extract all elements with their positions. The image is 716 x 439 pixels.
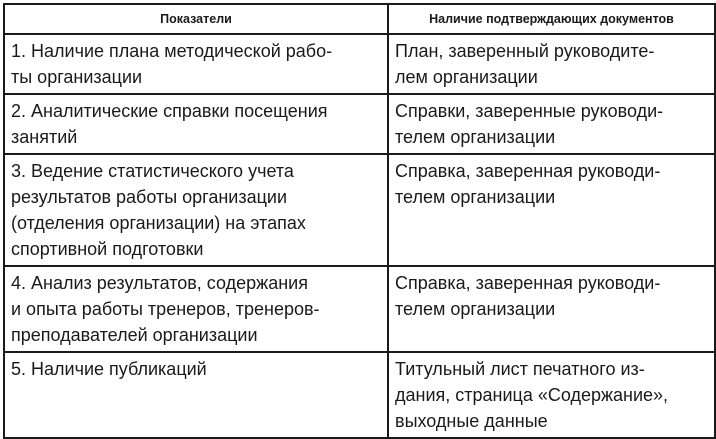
documents-text: Титульный лист печатного из- bbox=[395, 359, 645, 379]
documents-text: телем организации bbox=[395, 187, 556, 207]
indicator-cell bbox=[4, 94, 388, 154]
documents-cell bbox=[388, 94, 715, 154]
indicator-text: 5. Наличие публикаций bbox=[11, 359, 207, 379]
indicator-text: (отделения организации) на этапах bbox=[11, 213, 306, 233]
documents-text: План, заверенный руководите- bbox=[395, 41, 655, 61]
documents-cell bbox=[388, 352, 715, 438]
header-indicators: Показатели bbox=[4, 4, 388, 34]
documents-text: Справка, заверенная руководи- bbox=[395, 161, 661, 181]
indicator-text: ты организации bbox=[11, 67, 143, 87]
documents-cell bbox=[388, 266, 715, 352]
indicator-text: занятий bbox=[11, 127, 78, 147]
documents-text: Справка, заверенная руководи- bbox=[395, 273, 661, 293]
table-row bbox=[4, 94, 715, 154]
indicator-text: результатов работы организации bbox=[11, 187, 288, 207]
indicators-table bbox=[3, 3, 716, 439]
header-row bbox=[4, 4, 715, 34]
indicator-text: 4. Анализ результатов, содержания bbox=[11, 273, 308, 293]
indicator-text: 1. Наличие плана методической рабо- bbox=[11, 41, 333, 61]
table-row bbox=[4, 34, 715, 94]
indicator-cell bbox=[4, 34, 388, 94]
documents-text: лем организации bbox=[395, 67, 538, 87]
indicator-cell bbox=[4, 154, 388, 266]
indicator-text: 2. Аналитические справки посещения bbox=[11, 101, 328, 121]
indicator-text: 3. Ведение статистического учета bbox=[11, 161, 294, 181]
documents-text: телем организации bbox=[395, 127, 556, 147]
table-row bbox=[4, 266, 715, 352]
indicator-text: преподавателей организации bbox=[11, 325, 258, 345]
indicator-text: спортивной подготовки bbox=[11, 239, 204, 259]
documents-text: выходные данные bbox=[395, 411, 548, 431]
documents-text: Справки, заверенные руководи- bbox=[395, 101, 664, 121]
indicator-text: и опыта работы тренеров, тренеров- bbox=[11, 299, 320, 319]
table-row bbox=[4, 154, 715, 266]
documents-cell bbox=[388, 34, 715, 94]
documents-text: дания, страница «Содержание», bbox=[395, 385, 669, 405]
indicator-cell bbox=[4, 266, 388, 352]
documents-cell bbox=[388, 154, 715, 266]
indicator-cell bbox=[4, 352, 388, 438]
header-documents: Наличие подтверждающих документов bbox=[388, 4, 715, 34]
table-row bbox=[4, 352, 715, 438]
documents-text: телем организации bbox=[395, 299, 556, 319]
